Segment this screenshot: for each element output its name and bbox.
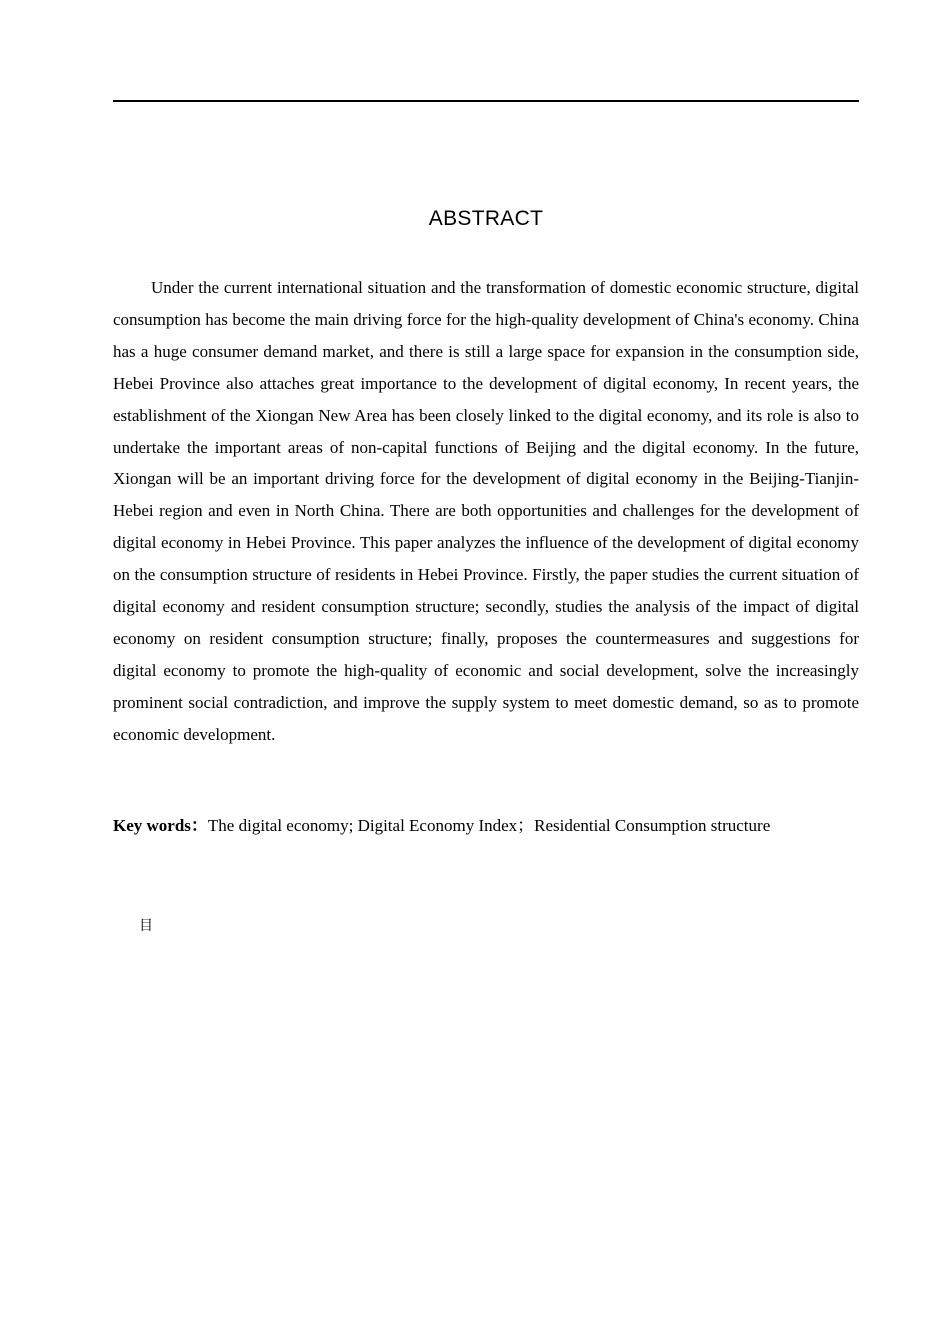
- toc-heading-fragment: 目: [139, 918, 153, 934]
- abstract-title: ABSTRACT: [428, 207, 544, 230]
- header-rule: [113, 100, 859, 102]
- abstract-body: Under the current international situation and the transformation of domestic economic structure, digital consumption has become the main driving force for the high-quality development of China's economy. China has a huge consumer demand market, and there is still a large space for expansion in the consumption side, Hebei Province also attaches great importance to the development of digital economy, In recent years, the establishment of the Xiongan New Area has been closely linked to the digital economy, and its role is also to undertake the important areas of non-capital functions of Beijing and the digital economy. In the future, Xiongan will be an important driving force for the development of digital economy in the Beijing-Tianjin-Hebei region and even in North China. There are both opportunities and challenges for the development of digital economy in Hebei Province. This paper analyzes the influence of the development of digital economy on the consumption structure of residents in Hebei Province. Firstly, the paper studies the current situation of digital economy and resident consumption structure; secondly, studies the analysis of the impact of digital economy on resident consumption structure; finally, proposes the countermeasures and suggestions for digital economy to promote the high-quality of economic and social development, solve the increasingly prominent social contradiction, and improve the supply system to meet domestic demand, so as to promote economic development.: [113, 278, 859, 744]
- keywords-line: [113, 814, 873, 838]
- keywords-label: Key words：: [113, 816, 208, 835]
- keywords-text: The digital economy; Digital Economy Index；Residential Consumption structure: [207, 816, 771, 835]
